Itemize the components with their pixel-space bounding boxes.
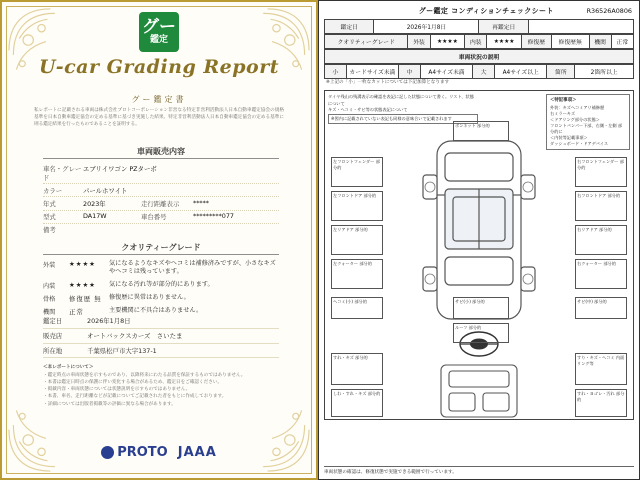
- corner-ornament-icon: [238, 400, 312, 474]
- quality-stars: 正常: [69, 307, 84, 316]
- grade-table: [324, 34, 634, 49]
- report-notes: [43, 364, 279, 408]
- panel-note-rear-bumper: サビ(小) 部分的: [453, 297, 509, 319]
- condition-check-sheet: [318, 0, 640, 480]
- cell-label: 中: [399, 65, 421, 79]
- panel-note-front-bumper: ヘコミ(小) 部分的: [331, 297, 383, 319]
- note-line: ・掲載内容・車両状態については状態説明を示すものではありません。: [43, 387, 191, 393]
- cell-value: [528, 20, 633, 34]
- top-note-line-2: キズ・ヘコミ・サビ等の状態表記について: [328, 106, 408, 112]
- notes-title: ＜本レポートについて＞: [43, 365, 94, 370]
- row-label-secondary: 車台番号: [141, 213, 167, 222]
- table-row: [325, 50, 634, 64]
- panel-note-left-quarter: 左クォーター 部分的: [331, 259, 383, 289]
- vehicle-info-section: [43, 146, 279, 236]
- cell-label: 機関: [589, 35, 611, 49]
- size-note: ※上記の「小」一枚なカットについては下記加算となります: [326, 80, 450, 85]
- legend-title: ＜特記事項＞: [550, 98, 577, 104]
- quality-row: [43, 258, 279, 279]
- panel-note-right-front-fender: 右フロントフェンダー 部分的: [575, 157, 627, 187]
- row-value: パールホワイト: [83, 186, 128, 195]
- quality-section-title: クオリティーグレード: [43, 242, 279, 255]
- row-value: DA17W: [83, 212, 107, 221]
- row-label: 車名・グレード: [43, 164, 82, 182]
- vehicle-section-title: 車両販売内容: [43, 146, 279, 159]
- sheet-footer-note: 車両状態の確認は、修復状態で実施できる範囲で行っています。: [324, 466, 634, 475]
- size-legend-table: [324, 64, 634, 79]
- row-label: 備考: [43, 226, 56, 235]
- legal-disclaimer-text: 私レポートに記載される車両は株式会社プロトコーポレーション非営なる特定非営利活動法人日本自動車鑑定協会の規格基準を日本自動車鑑定協会の定める基準に基づき実施した結果、特定非営利活動法人日本自動車鑑定協会の定める基準に則る鑑定結果を行ったものであることを証明する。: [34, 108, 284, 127]
- panel-note-left-front-fender: 左フロントフェンダー 部分的: [331, 157, 383, 187]
- sheet-header: [324, 6, 634, 19]
- quality-row: [43, 292, 279, 305]
- info-label: 所在地: [43, 346, 63, 355]
- panel-note-left-rear-door: 左リアドア 部分的: [331, 225, 383, 255]
- grading-report-card: [0, 0, 318, 480]
- header-table: [324, 19, 634, 34]
- cell-value: A4サイズ未満: [420, 65, 473, 79]
- legend-line: 外装：キズヘコミアリ補修歴: [550, 104, 605, 110]
- info-value: 2026年1月8日: [87, 317, 131, 326]
- description-title-table: [324, 49, 634, 64]
- table-row: [325, 65, 634, 79]
- vehicle-row: [43, 184, 279, 197]
- panel-note-hood: ボンネット 部分的: [453, 121, 509, 141]
- row-label: カラー: [43, 186, 63, 195]
- cell-label: 箇所: [547, 65, 575, 79]
- vehicle-row: [43, 224, 279, 236]
- panel-note-right-lower: すれ・ヨゴレ・汚れ 部分的: [575, 389, 627, 417]
- top-note-line-1: タイヤ残山の残溝表示の確認を表記に記した状態について書く。リスト、状態について: [328, 94, 474, 106]
- cell-label: 大: [473, 65, 495, 79]
- legend-line: ＜内装等記載事項＞: [550, 135, 588, 141]
- seal-bottom-text: 鑑定: [149, 34, 168, 45]
- quality-row: [43, 279, 279, 292]
- cell-label: クオリティーグレード: [325, 35, 408, 49]
- quality-stars: ★★★★: [69, 280, 96, 289]
- quality-grade-section: [43, 242, 279, 318]
- proto-mark-icon: [101, 446, 114, 459]
- cell-value: 2箇所以上: [575, 65, 634, 79]
- cell-label: 小: [325, 65, 347, 79]
- note-line: ・詳細については出版者掲載等の評価に異なる場合があります。: [43, 401, 176, 407]
- cell-value: 2026年1月8日: [374, 20, 479, 34]
- quality-stars: ★★★★: [69, 260, 96, 268]
- report-title: U-car Grading Report: [38, 56, 279, 78]
- interior-diagram-icon: [431, 363, 527, 419]
- quality-text: 修復歴に異常はありません。: [109, 293, 190, 301]
- info-row: [43, 344, 279, 359]
- info-value: オートバックスカーズ さいたま: [87, 332, 183, 341]
- quality-text: 主要機関に不具合はありません。: [109, 306, 203, 314]
- quality-text: 気になるようなキズやヘコミは補修済みですが、小さなキズやヘコミは残っています。: [109, 260, 276, 276]
- vehicle-row: [43, 211, 279, 224]
- legend-line: フロントバンパー下部、右側・左側 部分的に: [550, 123, 623, 135]
- row-label: 型式: [43, 213, 56, 222]
- cell-value: 修復歴無: [551, 35, 589, 49]
- row-value: 2023年: [83, 199, 106, 208]
- seal-top-text: グー: [142, 16, 176, 37]
- vehicle-row: [43, 162, 279, 184]
- corner-ornament-icon: [6, 400, 80, 474]
- panel-note-right-front-door: 右フロントドア 部分的: [575, 191, 627, 221]
- cell-label: 再鑑定日: [479, 20, 528, 34]
- cell-value: ★★★★: [487, 35, 522, 49]
- vehicle-row: [43, 197, 279, 210]
- panel-note-tire: すり・キズ・ヘコミ 内面リング等: [575, 353, 627, 385]
- quality-stars: 修復歴 無: [69, 294, 102, 303]
- cell-value: A4サイズ以上: [494, 65, 547, 79]
- cell-label: 内装: [465, 35, 487, 49]
- cell-label: 外装: [408, 35, 430, 49]
- dealer-info-section: [43, 314, 279, 358]
- description-section-title: 車両状況の説明: [325, 50, 634, 64]
- quality-label: 内装: [43, 282, 56, 290]
- info-row: [43, 329, 279, 344]
- panel-note-left-lower: しわ・すれ・キズ 部分的: [331, 389, 383, 417]
- info-row: [43, 314, 279, 329]
- report-subtitle: グー鑑定書: [131, 95, 187, 104]
- note-line: ・本書は鑑定日時点の保護に伴い変化する場合があるため、鑑定日をご確認ください。: [43, 380, 222, 386]
- cell-label: 修復歴: [521, 35, 551, 49]
- row-label-secondary: 走行距離表示: [141, 199, 180, 208]
- row-value: エブリイワゴン PZターボ: [83, 164, 157, 173]
- row-value-secondary: *****: [193, 198, 209, 207]
- jaaa-logo-text: JAAA: [177, 445, 217, 460]
- special-notes-legend: [546, 94, 630, 150]
- legend-line: ＜ドアリング部分の状態＞: [550, 116, 600, 122]
- diagram-top-note: [328, 94, 478, 123]
- proto-logo: [101, 445, 168, 460]
- note-line: ・本書、車名、走行距離などが記載についてご記載された者をもとに作成しております。: [43, 394, 227, 400]
- quality-label: 骨格: [43, 295, 56, 303]
- panel-note-glass-left: すれ・キズ 部分的: [331, 353, 383, 385]
- panel-note-right-rear-door: 右リアドア 部分的: [575, 225, 627, 255]
- logo-row: [2, 445, 316, 460]
- cell-value: 正常: [611, 35, 633, 49]
- goo-inspection-seal-icon: [139, 12, 179, 52]
- row-value-secondary: *********077: [193, 212, 234, 221]
- panel-note-right-quarter: 右クォーター 部分的: [575, 259, 627, 289]
- legend-line: ダッシュボード・ドアデバイス: [550, 141, 609, 147]
- top-note-box: ※図内に記載されていない表記も同様の意味合いで記載されます: [328, 114, 478, 124]
- quality-text: 気になる汚れ等が部分的にあります。: [109, 280, 214, 288]
- sheet-title: グー鑑定 コンディションチェックシート: [418, 7, 554, 15]
- note-line: ・鑑定時点の車両状態を示すものであり、以降将来にわたる品質を保証するものではありません。: [43, 373, 246, 379]
- table-row: [325, 20, 634, 34]
- vehicle-diagram: [324, 90, 634, 420]
- row-label: 年式: [43, 199, 56, 208]
- panel-note-roof: ルーフ 部分的: [453, 323, 509, 343]
- cell-label: 鑑定日: [325, 20, 374, 34]
- quality-label: 機関: [43, 308, 56, 316]
- info-value: 千葉県松戸市大字137-1: [87, 346, 157, 355]
- legend-line: 右ミラーキズ: [550, 110, 576, 116]
- info-label: 販売店: [43, 332, 63, 341]
- panel-note-scratch-right: サビ(中) 部分的: [575, 297, 627, 319]
- cell-value: カードサイズ未満: [346, 65, 399, 79]
- panel-note-left-front-door: 左フロントドア 部分的: [331, 191, 383, 221]
- proto-logo-text: PROTO: [117, 445, 168, 460]
- sheet-code: R36526A0806: [586, 7, 632, 15]
- cell-value: ★★★★: [430, 35, 465, 49]
- quality-label: 外装: [43, 262, 56, 269]
- info-label: 鑑定日: [43, 317, 63, 326]
- table-row: [325, 35, 634, 49]
